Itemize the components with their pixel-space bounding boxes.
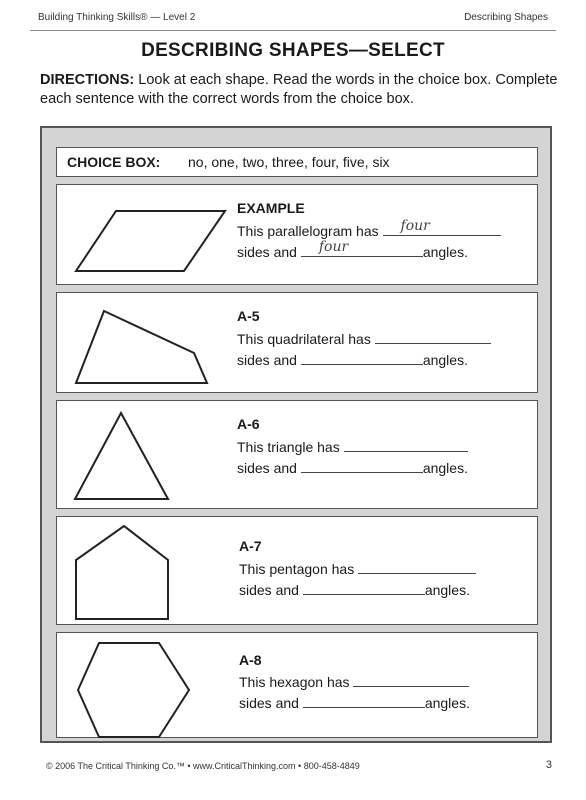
answer-blank-sides[interactable] [344,436,468,452]
item-panel-a5 [56,292,538,393]
sentence-text-angles: angles. [422,244,468,260]
sentence-text-sides: sides and [239,695,299,711]
item-panel-a6 [56,400,538,509]
item-id: A-6 [237,416,260,432]
choice-box [56,147,538,177]
sentence-text-sides: sides and [237,460,297,476]
sentence-text-angles: angles. [422,460,468,476]
answer-blank-sides[interactable] [358,558,476,574]
page-number: 3 [545,759,552,771]
item-panel-a7 [56,516,538,625]
header-divider [30,30,556,31]
sentence-line-2 [237,457,468,476]
sentence-line-2 [239,579,470,598]
choice-box-words: no, one, two, three, four, five, six [188,154,390,170]
answer-blank-sides[interactable] [375,328,491,344]
sentence-text-angles: angles. [422,352,468,368]
header-series-title: Building Thinking Skills® — Level 2 [38,12,196,23]
answer-blank-angles[interactable] [301,349,423,365]
directions [40,71,560,109]
item-id: EXAMPLE [237,200,305,216]
sentence-line-2 [237,241,468,260]
sentence-text-angles: angles. [424,582,470,598]
sentence-line-1 [237,328,491,347]
sentence-text: This hexagon has [239,674,350,690]
handwritten-answer: four [400,218,430,234]
sentence-line-2 [239,692,470,711]
item-id: A-8 [239,652,262,668]
header-section-title: Describing Shapes [464,12,548,23]
sentence-line-1 [237,436,468,455]
pentagon-shape [57,517,237,625]
sentence-text: This pentagon has [239,561,355,577]
answer-blank-angles[interactable] [303,579,425,595]
item-id: A-5 [237,308,260,324]
quadrilateral-shape [57,293,237,393]
sentence-text-sides: sides and [239,582,299,598]
sentence-text: This triangle has [237,439,340,455]
footer-copyright: © 2006 The Critical Thinking Co.™ • www.CriticalThinking.com • 800-458-4849 [46,761,360,771]
hexagon-shape [57,633,237,739]
sentence-text: This quadrilateral has [237,331,371,347]
sentence-line-1 [237,220,501,239]
answer-blank-angles[interactable] [301,457,423,473]
item-panel-a8 [56,632,538,738]
sentence-text-angles: angles. [424,695,470,711]
page-title: DESCRIBING SHAPES—SELECT [141,40,445,61]
item-panel-example [56,184,538,285]
parallelogram-shape [57,185,237,285]
sentence-line-1 [239,671,469,690]
directions-label: DIRECTIONS: [40,72,135,88]
answer-blank-angles[interactable] [303,692,425,708]
answer-blank-sides[interactable] [383,220,501,236]
handwritten-answer: four [318,239,349,255]
sentence-text: This parallelogram has [237,223,379,239]
triangle-shape [57,401,237,509]
item-id: A-7 [239,538,262,554]
sentence-text-sides: sides and [237,244,297,260]
choice-box-label: CHOICE BOX: [67,154,161,170]
answer-blank-sides[interactable] [353,671,469,687]
sentence-text-sides: sides and [237,352,297,368]
sentence-line-1 [239,558,476,577]
answer-blank-angles[interactable] [301,241,423,257]
sentence-line-2 [237,349,468,368]
directions-text: Look at each shape. Read the words in the choice box. Complete each sentence with the correct words from the choice box. [40,72,558,107]
